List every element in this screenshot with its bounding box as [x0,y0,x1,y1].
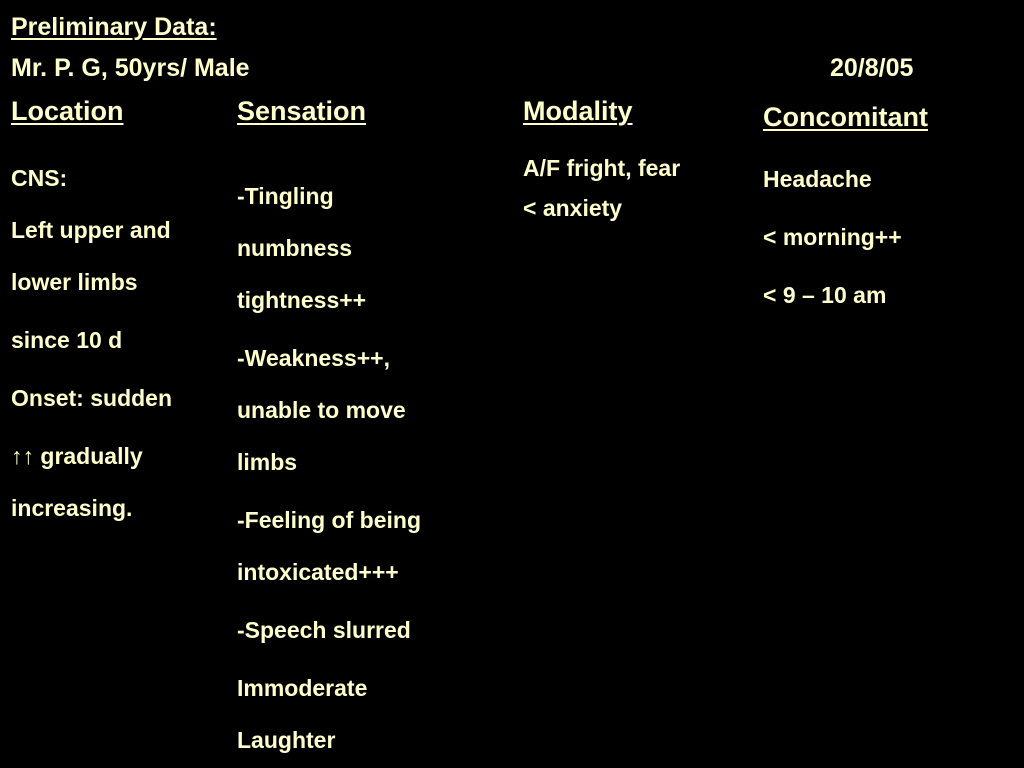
location-line: Onset: sudden [11,385,173,411]
modality-heading: Modality [523,96,633,126]
location-line: Left upper and [11,217,171,243]
sensation-line: unable to move [237,397,406,423]
sensation-line: Laughter [237,727,336,753]
sensation-line: -Weakness++, [237,345,391,371]
sensation-line: intoxicated+++ [237,559,399,585]
concomitant-line: < 9 – 10 am [763,282,887,308]
concomitant-heading: Concomitant [763,102,928,132]
location-line: ↑↑ gradually [11,443,143,469]
sensation-line: -Feeling of being [237,507,421,533]
location-line: lower limbs [11,269,138,295]
sensation-column [237,170,421,754]
location-heading: Location [11,96,124,126]
patient-info: Mr. P. G, 50yrs/ Male [11,54,250,82]
modality-column [523,148,680,228]
concomitant-line: < morning++ [763,224,902,250]
sensation-heading: Sensation [237,96,367,126]
location-line: since 10 d [11,327,123,353]
slide-title: Preliminary Data: [11,13,217,41]
sensation-line: numbness [237,235,353,261]
record-date: 20/8/05 [830,54,914,82]
location-line: increasing. [11,495,133,521]
concomitant-line: Headache [763,166,872,192]
location-column [11,152,172,534]
sensation-line: -Tingling [237,183,334,209]
modality-line: < anxiety [523,195,623,221]
modality-line: A/F fright, fear [523,155,681,181]
sensation-line: Immoderate [237,675,368,701]
sensation-line: tightness++ [237,287,367,313]
sensation-line: limbs [237,449,298,475]
location-line: CNS: [11,165,68,191]
concomitant-column [763,150,902,324]
sensation-line: -Speech slurred [237,617,411,643]
